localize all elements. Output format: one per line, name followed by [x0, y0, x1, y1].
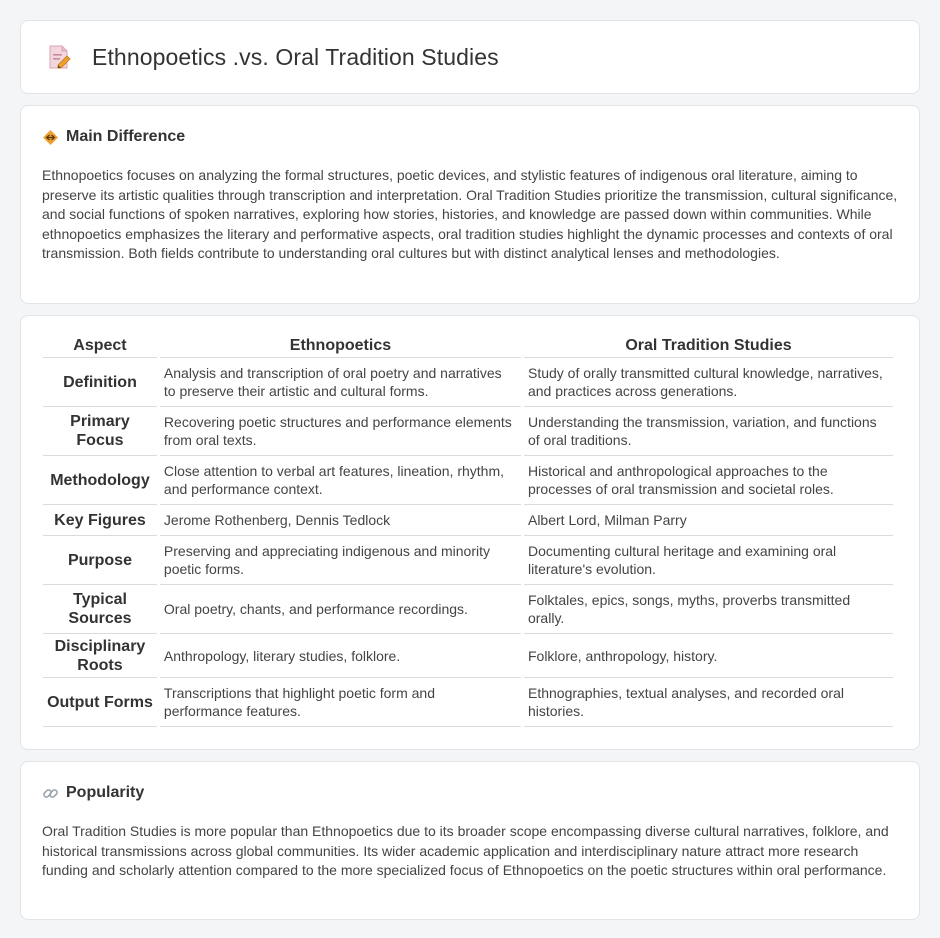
table-row	[43, 505, 893, 536]
table-row	[43, 585, 893, 634]
row-ethnopoetics: Oral poetry, chants, and performance recordings.	[160, 585, 521, 634]
row-oral-tradition: Ethnographies, textual analyses, and recorded oral histories.	[524, 678, 893, 727]
row-ethnopoetics: Jerome Rothenberg, Dennis Tedlock	[160, 505, 521, 536]
main-difference-heading: Main Difference	[66, 128, 186, 145]
table-row	[43, 634, 893, 678]
main-difference-header	[42, 128, 898, 146]
diamond-arrows-icon	[42, 129, 59, 146]
title-card	[20, 20, 920, 94]
row-ethnopoetics: Recovering poetic structures and performance elements from oral texts.	[160, 407, 521, 456]
row-aspect: Key Figures	[43, 505, 157, 536]
comparison-card	[20, 315, 920, 750]
row-ethnopoetics: Transcriptions that highlight poetic form and performance features.	[160, 678, 521, 727]
row-aspect: Methodology	[43, 456, 157, 505]
row-aspect: Output Forms	[43, 678, 157, 727]
row-aspect: Definition	[43, 358, 157, 407]
row-ethnopoetics: Preserving and appreciating indigenous and minority poetic forms.	[160, 536, 521, 585]
table-header-row	[43, 333, 893, 358]
row-oral-tradition: Folklore, anthropology, history.	[524, 634, 893, 678]
row-oral-tradition: Folktales, epics, songs, myths, proverbs transmitted orally.	[524, 585, 893, 634]
main-difference-card	[20, 105, 920, 304]
document-pencil-icon	[45, 43, 73, 71]
popularity-card	[20, 761, 920, 920]
row-ethnopoetics: Anthropology, literary studies, folklore.	[160, 634, 521, 678]
header-aspect: Aspect	[43, 333, 157, 358]
row-aspect: Typical Sources	[43, 585, 157, 634]
table-row	[43, 358, 893, 407]
row-oral-tradition: Understanding the transmission, variation, and functions of oral traditions.	[524, 407, 893, 456]
popularity-text: Oral Tradition Studies is more popular than Ethnopoetics due to its broader scope encompassing diverse cultural narratives, folklore, and historical transmissions across global communities. Its wider academic application and interdisciplinary nature attract more research funding and scholarly attention compared to the more specialized focus of Ethnopoetics on the poetic structures within oral performance.	[42, 823, 889, 878]
header-oral-tradition: Oral Tradition Studies	[524, 333, 893, 358]
row-oral-tradition: Study of orally transmitted cultural knowledge, narratives, and practices across generations.	[524, 358, 893, 407]
popularity-heading: Popularity	[66, 784, 145, 801]
row-oral-tradition: Albert Lord, Milman Parry	[524, 505, 893, 536]
table-row	[43, 407, 893, 456]
popularity-header	[42, 784, 898, 802]
table-row	[43, 536, 893, 585]
main-difference-text: Ethnopoetics focuses on analyzing the formal structures, poetic devices, and stylistic features of indigenous oral literature, aiming to preserve its artistic qualities through transcription and interpretation. Oral Tradition Studies prioritize the transmission, cultural significance, and social functions of spoken narratives, exploring how stories, histories, and knowledge are passed down within communities. While ethnopoetics emphasizes the literary and performative aspects, oral tradition studies highlight the dynamic processes and contexts of oral transmission. Both fields contribute to understanding oral cultures but with distinct analytical lenses and methodologies.	[42, 167, 898, 261]
table-row	[43, 456, 893, 505]
comparison-table	[40, 333, 896, 727]
table-row	[43, 678, 893, 727]
row-oral-tradition: Documenting cultural heritage and examining oral literature's evolution.	[524, 536, 893, 585]
row-ethnopoetics: Close attention to verbal art features, lineation, rhythm, and performance context.	[160, 456, 521, 505]
row-aspect: Primary Focus	[43, 407, 157, 456]
link-icon	[42, 785, 59, 802]
page-title: Ethnopoetics .vs. Oral Tradition Studies	[92, 43, 499, 70]
row-oral-tradition: Historical and anthropological approaches to the processes of oral transmission and societal roles.	[524, 456, 893, 505]
row-aspect: Purpose	[43, 536, 157, 585]
row-ethnopoetics: Analysis and transcription of oral poetry and narratives to preserve their artistic and cultural forms.	[160, 358, 521, 407]
row-aspect: Disciplinary Roots	[43, 634, 157, 678]
header-ethnopoetics: Ethnopoetics	[160, 333, 521, 358]
